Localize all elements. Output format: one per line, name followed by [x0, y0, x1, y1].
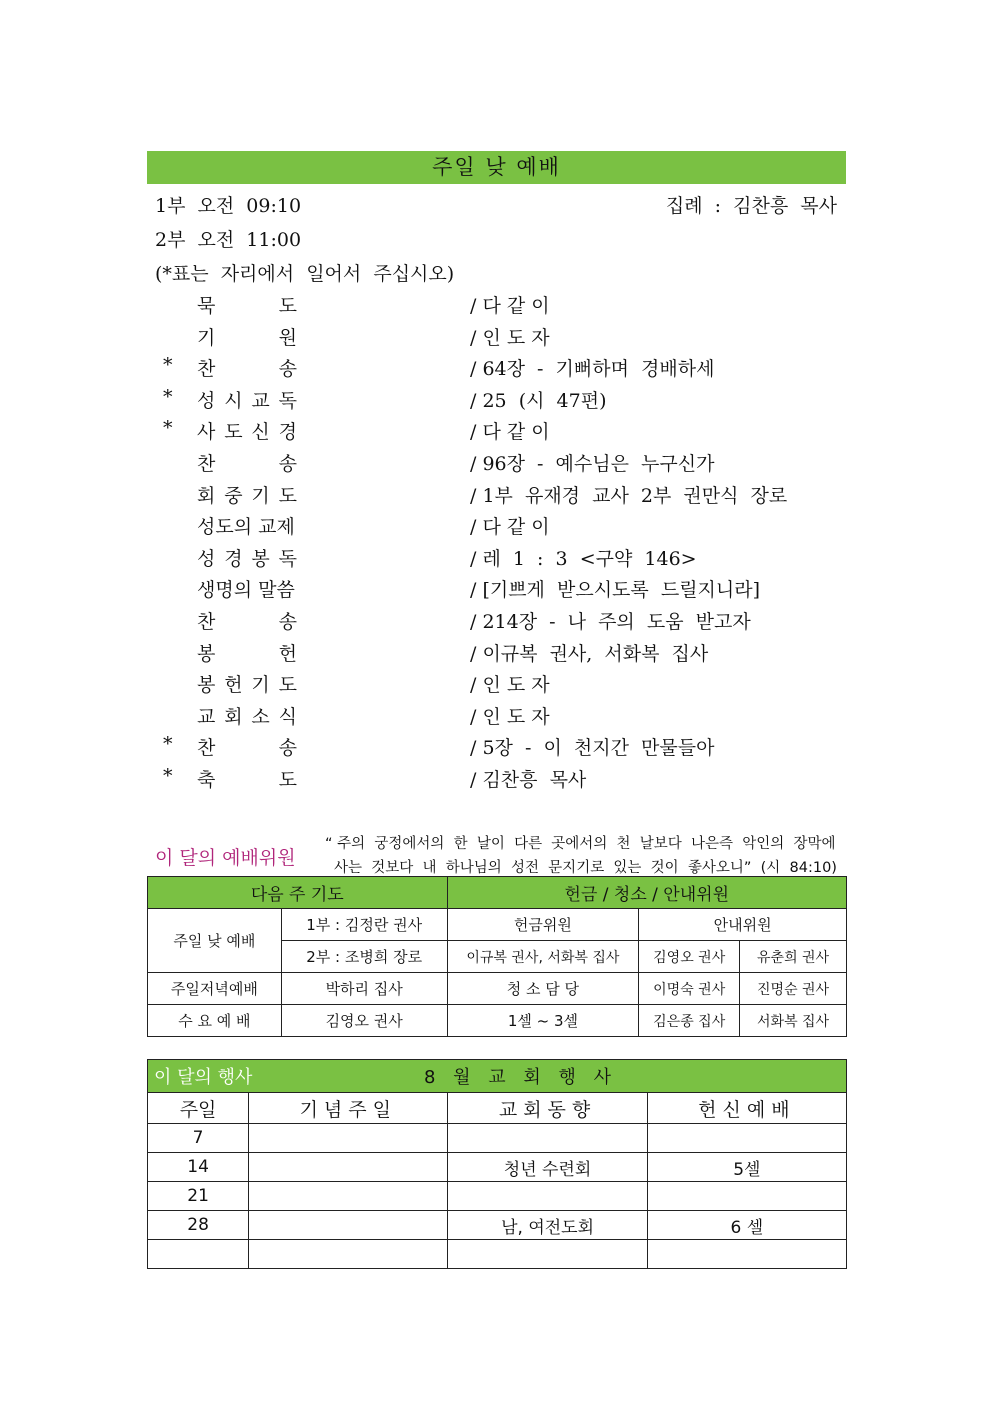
- list-item: [0, 509, 992, 540]
- worship-item-name: 기 원: [197, 326, 297, 349]
- events-title: 8 월 교 회 행 사: [424, 1067, 618, 1088]
- cleaning-title: 청 소 담 당: [447, 973, 639, 1005]
- worship-item-name: 찬 송: [197, 453, 297, 475]
- event-date-cell: 28: [148, 1211, 249, 1240]
- event-date-cell: 21: [148, 1182, 249, 1211]
- table-row: [148, 973, 847, 1005]
- table-row: [148, 1211, 847, 1240]
- worship-item-name: 성도의 교제: [197, 516, 295, 539]
- list-item: [0, 288, 992, 319]
- list-item: [0, 730, 992, 761]
- worship-item-name: 봉 헌: [197, 642, 297, 665]
- list-item: [0, 383, 992, 414]
- worship-item-name: 찬 송: [197, 358, 297, 381]
- verse-line-2: 사는 것보다 내 하나님의 성전 문지기로 있는 것이 좋사오니” (시 84:10): [334, 860, 837, 876]
- standing-marker: *: [163, 354, 173, 377]
- worship-item-detail: / 다 같 이: [470, 421, 550, 444]
- event-church-cell: [448, 1240, 647, 1269]
- worship-item-name: 교 회 소 식: [197, 705, 297, 728]
- worship-item-name: 성 경 봉 독: [197, 547, 297, 570]
- worship-item-name: 찬 송: [197, 611, 297, 633]
- standing-marker: *: [163, 733, 173, 756]
- worship-item-detail: / 김찬흥 목사: [470, 769, 587, 791]
- worship-item-detail: / 1부 유재경 교사 2부 권만식 장로: [470, 484, 788, 507]
- worship-item-detail: / 96장 - 예수님은 누구신가: [470, 453, 715, 475]
- event-memorial-cell: [249, 1182, 448, 1211]
- wednesday-prayer: 김영오 권사: [281, 1005, 447, 1037]
- worship-item-detail: / 다 같 이: [470, 516, 550, 539]
- event-memorial-cell: [249, 1124, 448, 1153]
- worship-item-detail: / 인 도 자: [470, 674, 550, 697]
- offering-committee-title: 헌금위원: [447, 909, 639, 941]
- standing-marker: *: [163, 417, 173, 440]
- worship-item-detail: / 25 (시 47편): [470, 389, 607, 412]
- event-church-cell: 청년 수련회: [448, 1153, 647, 1182]
- monthly-committee-label: 이 달의 예배위원: [155, 847, 296, 869]
- list-item: [0, 667, 992, 698]
- list-item: [0, 351, 992, 382]
- wednesday-duty-2: 서화복 집사: [740, 1005, 847, 1037]
- offering-cleaning-usher-header: 헌금 / 청소 / 안내위원: [447, 877, 846, 909]
- worship-item-detail: / [기쁘게 받으시도록 드릴지니라]: [470, 579, 761, 602]
- list-item: [0, 414, 992, 445]
- list-item: [0, 572, 992, 603]
- evening-service-label: 주일저녁예배: [148, 973, 282, 1005]
- event-memorial-cell: [249, 1153, 448, 1182]
- wednesday-service-label: 수 요 예 배: [148, 1005, 282, 1037]
- events-column-headers: [148, 1093, 847, 1124]
- events-body: [148, 1124, 847, 1269]
- worship-item-detail: / 인 도 자: [470, 326, 550, 349]
- scripture-verse: [325, 832, 837, 880]
- offering-names: 이규복 권사, 서화복 집사: [447, 941, 639, 973]
- standing-marker: *: [163, 385, 173, 408]
- table-row: [148, 1153, 847, 1182]
- worship-item-detail: / 다 같 이: [470, 295, 550, 317]
- worship-item-name: 묵 도: [197, 295, 297, 317]
- service-leader: 집례 : 김찬흥 목사: [665, 195, 837, 217]
- col-date: 주일: [148, 1093, 249, 1124]
- event-dedication-cell: [647, 1240, 846, 1269]
- next-week-prayer-header: 다음 주 기도: [148, 877, 448, 909]
- second-service-prayer: 2부 : 조병희 장로: [281, 941, 447, 973]
- evening-prayer: 박하리 집사: [281, 973, 447, 1005]
- list-item: [0, 478, 992, 509]
- worship-item-name: 생명의 말씀: [197, 579, 295, 602]
- list-item: [0, 604, 992, 635]
- wednesday-duty-1: 김은종 집사: [639, 1005, 740, 1037]
- table-row: [148, 1240, 847, 1269]
- event-church-cell: 남, 여전도회: [448, 1211, 647, 1240]
- worship-item-detail: / 5장 - 이 천지간 만물들아: [470, 737, 715, 760]
- list-item: [0, 446, 992, 477]
- worship-item-name: 봉 헌 기 도: [197, 674, 297, 697]
- list-item: [0, 320, 992, 351]
- event-dedication-cell: [647, 1182, 846, 1211]
- events-header-row: [148, 1060, 847, 1093]
- duty-table: [147, 876, 847, 1037]
- events-table: [147, 1059, 847, 1269]
- table-row: [148, 1182, 847, 1211]
- verse-line-1: “ 주의 궁정에서의 한 날이 다른 곳에서의 천 날보다 나은즉 악인의 장막에: [325, 836, 836, 852]
- col-church: 교회동향: [448, 1093, 647, 1124]
- worship-item-name: 성 시 교 독: [197, 389, 297, 412]
- worship-item-name: 축 도: [197, 769, 297, 791]
- event-church-cell: [448, 1182, 647, 1211]
- table-row: [148, 1005, 847, 1037]
- events-label: 이 달의 행사: [154, 1067, 253, 1088]
- worship-item-detail: / 이규복 권사, 서화복 집사: [470, 642, 709, 665]
- worship-item-detail: / 인 도 자: [470, 705, 550, 728]
- col-memorial: 기념주일: [249, 1093, 448, 1124]
- list-item: [0, 762, 992, 793]
- cleaner-1: 이명숙 권사: [639, 973, 740, 1005]
- event-church-cell: [448, 1124, 647, 1153]
- worship-item-detail: / 64장 - 기뻐하며 경배하세: [470, 358, 715, 381]
- table-row: [148, 1124, 847, 1153]
- worship-item-name: 찬 송: [197, 737, 297, 760]
- event-date-cell: [148, 1240, 249, 1269]
- event-memorial-cell: [249, 1240, 448, 1269]
- event-dedication-cell: [647, 1124, 846, 1153]
- standing-marker: *: [163, 765, 173, 787]
- table-row: [148, 909, 847, 941]
- usher-committee-title: 안내위원: [639, 909, 847, 941]
- worship-item-detail: / 214장 - 나 주의 도움 받고자: [470, 611, 751, 633]
- second-service-time: 2부 오전 11:00: [155, 229, 302, 251]
- standing-note: (*표는 자리에서 일어서 주십시오): [155, 263, 455, 285]
- duty-header-row: [148, 877, 847, 909]
- list-item: [0, 699, 992, 730]
- usher-1: 김영오 권사: [639, 941, 740, 973]
- page-title: 주일 낮 예배: [147, 151, 846, 184]
- worship-item-name: 사 도 신 경: [197, 421, 297, 444]
- col-dedication: 헌신예배: [647, 1093, 846, 1124]
- event-date-cell: 14: [148, 1153, 249, 1182]
- first-service-time: 1부 오전 09:10: [155, 195, 302, 217]
- list-item: [0, 541, 992, 572]
- event-memorial-cell: [249, 1211, 448, 1240]
- event-dedication-cell: 5셀: [647, 1153, 846, 1182]
- usher-2: 유춘희 권사: [740, 941, 847, 973]
- sunday-service-label: 주일 낮 예배: [148, 909, 282, 973]
- events-header: [148, 1060, 847, 1093]
- cleaner-2: 진명순 권사: [740, 973, 847, 1005]
- worship-item-name: 회 중 기 도: [197, 484, 297, 507]
- first-service-prayer: 1부 : 김정란 권사: [281, 909, 447, 941]
- list-item: [0, 636, 992, 667]
- event-date-cell: 7: [148, 1124, 249, 1153]
- cleaning-cells: 1셀 ~ 3셀: [447, 1005, 639, 1037]
- event-dedication-cell: 6 셀: [647, 1211, 846, 1240]
- worship-item-detail: / 레 1 : 3 <구약 146>: [470, 547, 697, 570]
